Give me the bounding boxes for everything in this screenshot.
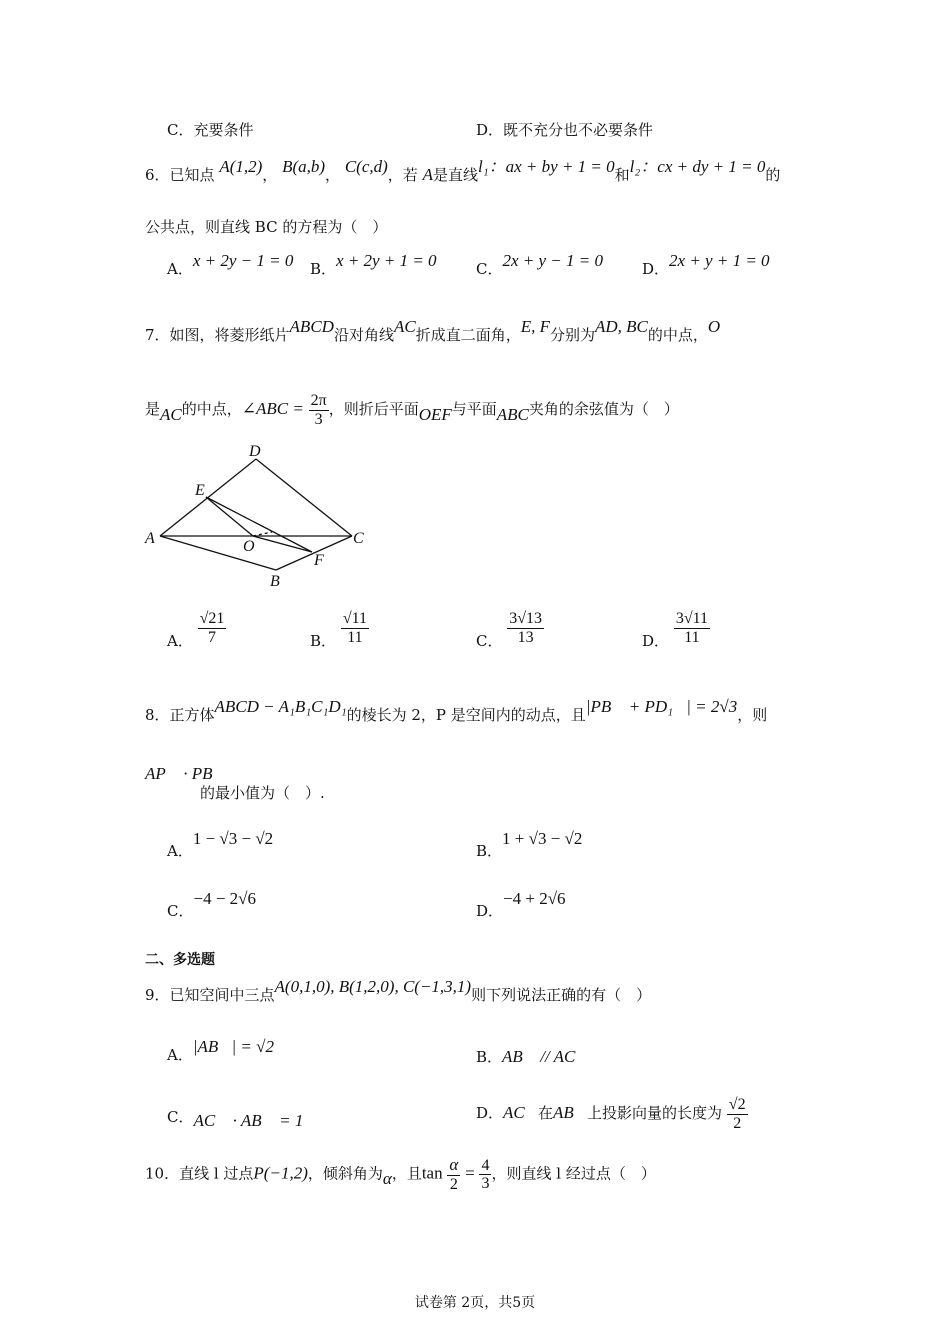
q10-point-p: P(−1,2) <box>253 1163 308 1183</box>
q7-ac: AC <box>393 317 416 336</box>
q6-point-a: A(1,2) <box>219 157 263 176</box>
q8-expr: AP⃗ · PB⃗ <box>145 764 226 783</box>
q6-mid2: 是直线 <box>432 166 478 184</box>
q6-l2: l₂ <box>629 157 641 176</box>
q8-stem-line1: 8．正方体ABCD − A₁B₁C₁D₁的棱长为 2，P 是空间内的动点，且|PB⃗ + PD₁⃗| = 2√3，则 <box>145 697 768 724</box>
q6-l1-eq: ：ax + by + 1 = 0 <box>488 157 615 176</box>
q10-alpha: α <box>382 1168 392 1188</box>
q6-option-c: C．2x + y − 1 = 0 <box>476 251 603 278</box>
q9-option-a: A．|AB⃗| = √2 <box>167 1037 274 1064</box>
label-d: D <box>249 443 261 460</box>
edge-of <box>253 536 312 552</box>
edge-eo <box>206 497 253 536</box>
q6-stem-line2: 公共点，则直线 BC 的方程为（ ） <box>145 218 388 236</box>
q8-option-b: B．1 + √3 − √2 <box>476 829 583 860</box>
q6-point-b: B(a,b) <box>282 157 326 176</box>
q8-option-d: D．−4 + 2√6 <box>476 889 566 920</box>
q7-o: O <box>707 317 721 336</box>
label-b: B <box>270 573 280 590</box>
q9-points: A(0,1,0), B(1,2,0), C(−1,3,1) <box>274 977 472 996</box>
edge-dc <box>256 459 352 536</box>
q6-option-b: B．x + 2y + 1 = 0 <box>310 251 437 278</box>
q7-stem-line1: 7．如图，将菱形纸片ABCD沿对角线AC折成直二面角，E, F分别为AD, BC的中点，O <box>145 317 721 344</box>
q7-ad-bc: AD, BC <box>595 317 648 336</box>
section-title-multiple-choice: 二、多选题 <box>145 952 215 968</box>
q6-and: 和 <box>614 166 630 184</box>
q6-mid1: ，若 <box>387 166 418 184</box>
q6-l1: l₁ <box>478 157 489 176</box>
q7-angle: ∠ABC = <box>241 399 304 419</box>
q9-option-d: D．AC⃗在AB⃗上投影向量的长度为 $\frac{√2}{2}$ <box>476 1096 746 1132</box>
q8-stem-line2: 的最小值为（ ）. <box>200 784 325 802</box>
q6-l2-eq: ：cx + dy + 1 = 0 <box>640 157 766 176</box>
q6-stem-line1: 6．已知点 A(1,2)， B(a,b)， C(c,d)，若 A是直线l₁：ax + by + 1 = 0和l₂：cx + dy + 1 = 0的 <box>145 157 781 184</box>
q6-point-c: C(c,d) <box>344 157 388 176</box>
q6-option-a: A．x + 2y − 1 = 0 <box>167 251 294 278</box>
q9-stem: 9．已知空间中三点A(0,1,0), B(1,2,0), C(−1,3,1)则下列说法正确的有（ ） <box>145 977 652 1004</box>
label-f: F <box>314 552 324 569</box>
q8-option-c: C．−4 − 2√6 <box>167 889 256 920</box>
q10-half-alpha: $\frac{\alpha}{2}$ <box>449 1155 459 1193</box>
edge-ab <box>160 536 276 570</box>
label-a: A <box>145 530 155 547</box>
q6-a-letter: A <box>422 165 433 184</box>
q7-option-b: B． $\frac{√11}{11}$ <box>310 610 367 651</box>
q9-option-b: B．AB⃗ // AC⃗ <box>476 1047 589 1066</box>
label-c: C <box>353 530 364 547</box>
q7-stem-line2: 是AC的中点，∠ABC = $\frac{2\pi}{3}$ ，则折后平面OEF与平面ABC夹角的余弦值为（ ） <box>145 392 679 428</box>
q7-option-a: A． $\frac{√21}{7}$ <box>167 610 225 651</box>
q7-angle-fraction: $\frac{2\pi}{3}$ <box>310 392 327 428</box>
q10-stem: 10．直线 l 过点P(−1,2)，倾斜角为α，且tan $\frac{\alpha}{2}$ = $\frac{4}{3}$ ，则直线 l 经过点（ ） <box>145 1155 656 1193</box>
q8-condition: |PB⃗ + PD₁⃗| = 2√3 <box>585 697 738 716</box>
q7-ef: E, F <box>520 317 550 336</box>
q7-option-d: D． $\frac{3√11}{11}$ <box>642 610 708 651</box>
q8-cube: ABCD − A₁B₁C₁D₁ <box>214 697 347 716</box>
q6-prefix: 6．已知点 <box>145 166 215 184</box>
q9-option-c: C．AC⃗ · AB⃗ = 1 <box>167 1108 304 1130</box>
label-o: O <box>243 538 255 555</box>
edge-ef <box>206 497 312 552</box>
q8-option-a: A．1 − √3 − √2 <box>167 829 274 860</box>
q5-option-c: C．充要条件 <box>167 121 254 139</box>
q7-figure <box>140 440 380 590</box>
q10-tan: tan <box>421 1163 443 1183</box>
q7-option-c: C． $\frac{3√13}{13}$ <box>476 610 543 651</box>
q6-option-d: D．2x + y + 1 = 0 <box>642 251 770 278</box>
label-e: E <box>195 482 205 499</box>
q10-value: $\frac{4}{3}$ <box>481 1156 490 1193</box>
q6-tail: 的 <box>765 166 781 184</box>
q5-option-d: D．既不充分也不必要条件 <box>476 121 654 139</box>
q7-abcd: ABCD <box>289 317 334 336</box>
page-footer: 试卷第 2页，共5页 <box>414 1295 536 1311</box>
